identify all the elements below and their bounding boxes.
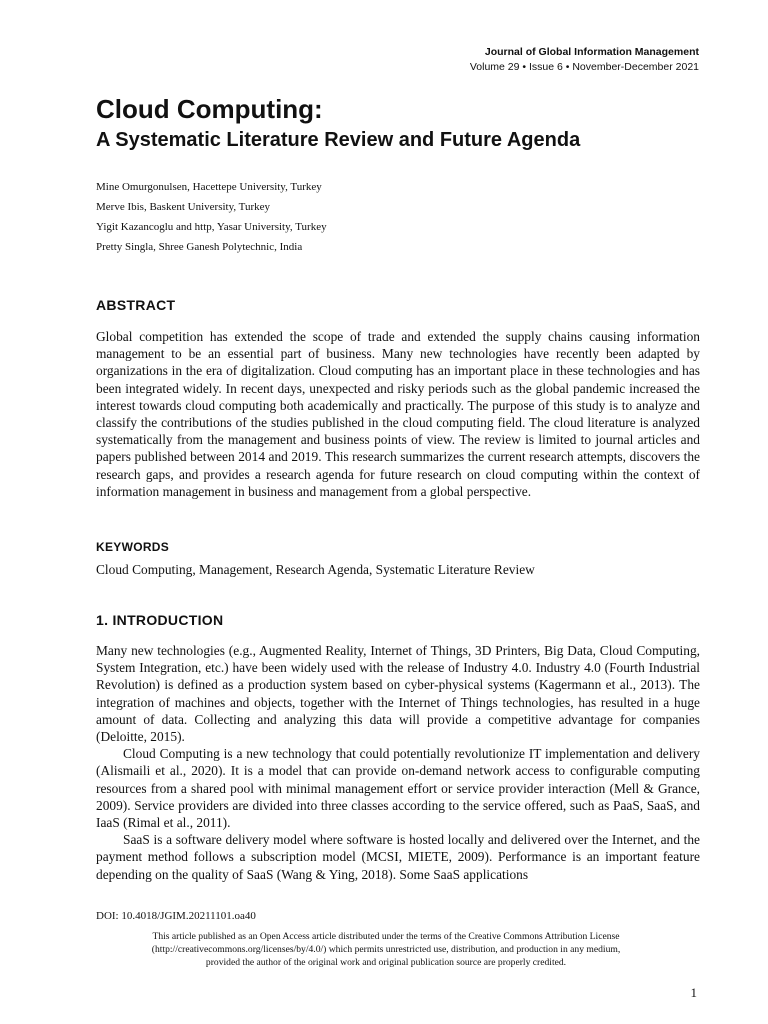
keywords-text: Cloud Computing, Management, Research Agenda, Systematic Literature Review bbox=[96, 562, 535, 577]
keywords-heading: KEYWORDS bbox=[96, 540, 170, 554]
author-line: Mine Omurgonulsen, Hacettepe University, Turkey bbox=[96, 181, 322, 193]
author-line: Merve Ibis, Baskent University, Turkey bbox=[96, 201, 271, 213]
journal-name: Journal of Global Information Management bbox=[484, 46, 699, 58]
license-line: This article published as an Open Access article distributed under the terms of the Creative Commons Attribution License bbox=[152, 931, 620, 942]
author-line: Pretty Singla, Shree Ganesh Polytechnic, India bbox=[96, 241, 303, 253]
intro-paragraph: Cloud Computing is a new technology that could potentially revolutionize IT implementation and delivery (Alismaili et al., 2020). It is a model that can provide on-demand network access to configurable computing resources from a shared pool with minimal management effort or service provider interaction (Mell & Grance, 2009). Service providers are divided into three classes according to the service offered, such as PaaS, SaaS, and IaaS (Rimal et al., 2011). bbox=[96, 746, 700, 831]
introduction-body bbox=[96, 642, 700, 883]
page-number: 1 bbox=[690, 985, 697, 1000]
paper-title: Cloud Computing: bbox=[96, 94, 323, 124]
doi: DOI: 10.4018/JGIM.20211101.oa40 bbox=[96, 910, 256, 922]
author-line: Yigit Kazancoglu and http, Yasar University, Turkey bbox=[96, 221, 327, 233]
introduction-heading: 1. INTRODUCTION bbox=[96, 612, 224, 628]
intro-paragraph: Many new technologies (e.g., Augmented Reality, Internet of Things, 3D Printers, Big Data, Cloud Computing, System Integration, etc.) have been widely used with the release of Industry 4.0. Industry 4.0 (Fourth Industrial Revolution) is defined as a production system based on cyber-physical systems (Kagermann et al., 2013). The integration of machines and objects, together with the Internet of Things technologies, has resulted in a huge amount of data. Collecting and analyzing this data will provide a competitive advantage for companies (Deloitte, 2015). bbox=[96, 643, 700, 745]
license-line: (http://creativecommons.org/licenses/by/4.0/) which permits unrestricted use, distribution, and production in any medium, bbox=[151, 944, 621, 955]
title-block bbox=[96, 93, 706, 153]
author-list bbox=[96, 177, 327, 257]
issue-info: Volume 29 • Issue 6 • November-December 2021 bbox=[469, 61, 699, 73]
abstract-text: Global competition has extended the scope of trade and extended the supply chains causing information management to be an essential part of business. Many new technologies have recently been adapted by organizations in the era of digitalization. Cloud computing has an important place in these technologies and has been integrated widely. In recent days, unexpected and risky periods such as the global pandemic increased the interest towards cloud computing both academically and practically. The purpose of this study is to analyze and classify the contributions of the studies published in the cloud computing field. The cloud literature is analyzed systematically from the management and business points of view. The review is limited to journal articles and papers published between 2014 and 2019. This research summarizes the current research attempts, discovers the research gaps, and provides a research agenda for future research on cloud computing within the context of information management in business and management from a global perspective. bbox=[96, 329, 700, 499]
abstract-heading: ABSTRACT bbox=[96, 297, 176, 313]
license-line: provided the author of the original work and original publication source are properly credited. bbox=[205, 957, 567, 968]
paper-subtitle: A Systematic Literature Review and Future Agenda bbox=[96, 129, 581, 151]
intro-paragraph: SaaS is a software delivery model where software is hosted locally and delivered over the Internet, and the payment method follows a subscription model (MCSI, MIETE, 2009). Performance is an important feature depending on the quality of SaaS (Wang & Ying, 2018). Some SaaS applications bbox=[96, 832, 700, 882]
license-notice bbox=[96, 930, 676, 969]
journal-header bbox=[470, 45, 699, 75]
